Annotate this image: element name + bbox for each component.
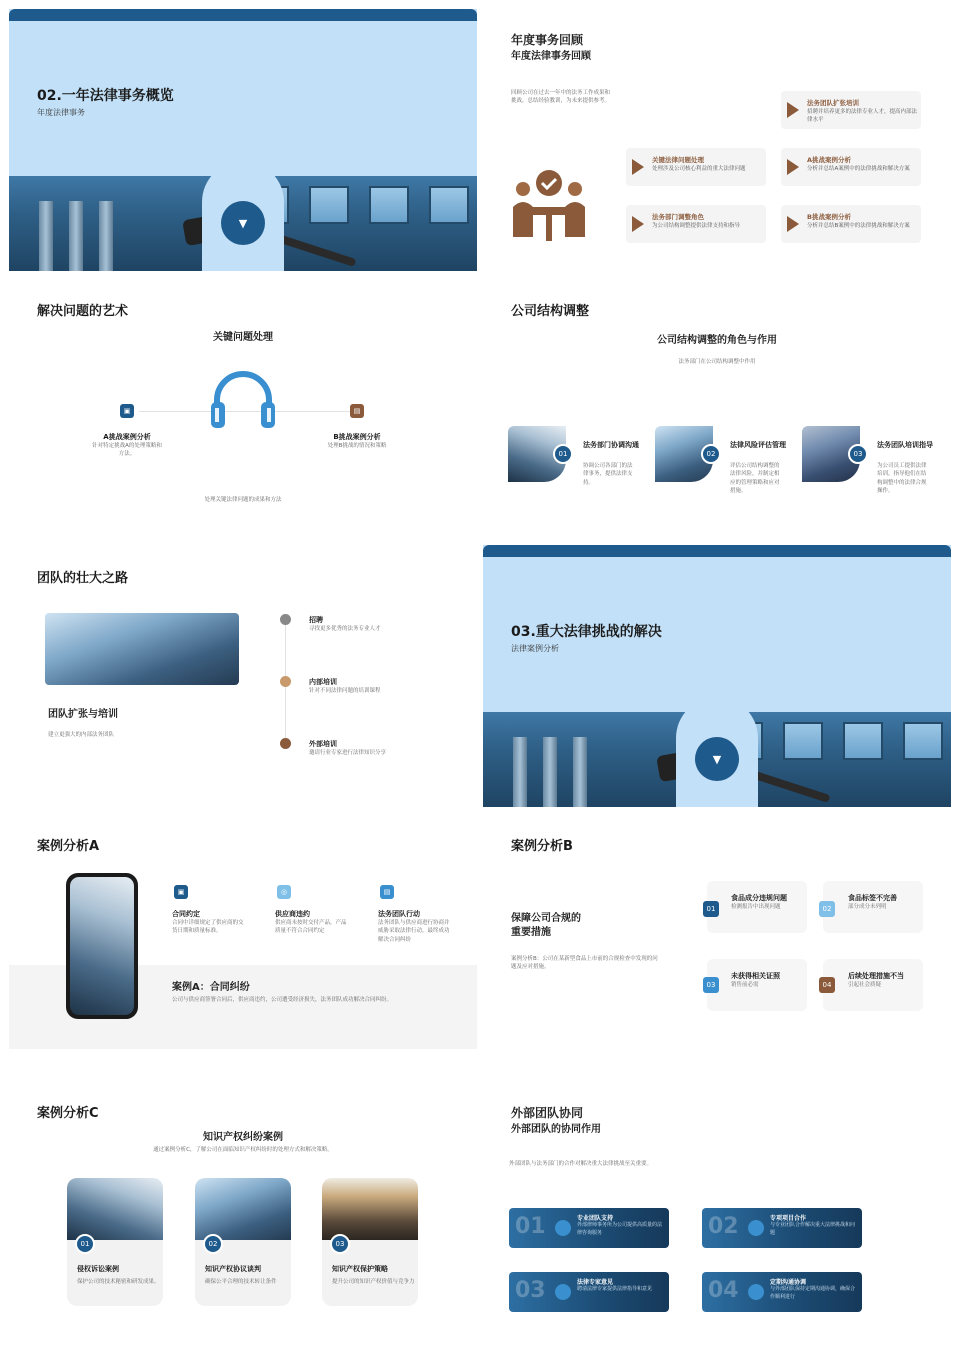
case-desc: 公司与供应商签署合同后，供应商违约，公司遭受经济损失，法务团队成功解决合同纠纷。 [172, 997, 393, 1003]
puzzle-title: 定期沟通协调 [770, 1279, 807, 1286]
slide-title: 年度事务回顾 [511, 33, 584, 47]
puzzle-desc: 外部律师事务所为公司提供高质量的法律咨询服务 [577, 1222, 663, 1236]
item-desc: 为公司员工提供法律培训，指导他们在结构调整中的法律合规操作。 [877, 463, 927, 494]
number-badge: 02 [203, 1234, 223, 1254]
number-badge: 01 [703, 901, 719, 917]
item-title: 后续处理措施不当 [848, 972, 904, 980]
building-photo [195, 1178, 291, 1240]
item-title: 知识产权协议谈判 [205, 1265, 261, 1273]
arrow-icon [787, 102, 799, 118]
section-heading: 03.重大法律挑战的解决 [511, 624, 662, 640]
puzzle-number: 01 [515, 1214, 546, 1239]
section-subheading: 年度法律事务 [37, 108, 85, 117]
card-title: A挑战案例分析 [807, 156, 852, 164]
step-desc: 邀请行业专家进行法律知识分享 [309, 750, 387, 756]
left-title-line1: 保障公司合规的 [511, 913, 581, 924]
case-a-title: A挑战案例分析 [103, 433, 151, 441]
image-icon: ▣ [174, 885, 188, 899]
card-desc: 分析并总结A案例中的法律挑战和解决方案 [807, 166, 910, 172]
number-badge: 03 [703, 977, 719, 993]
timeline-dot [280, 614, 291, 625]
puzzle-title: 专业团队支持 [577, 1215, 614, 1222]
puzzle-knob [555, 1220, 571, 1236]
item-title: 法务团队培训指导 [877, 441, 933, 449]
timeline-dot [280, 676, 291, 687]
lock-icon: ▤ [380, 885, 394, 899]
step-title: 外部培训 [309, 740, 337, 748]
puzzle-knob [748, 1284, 764, 1300]
slide-subtitle: 知识产权纠纷案例 [203, 1132, 283, 1143]
left-desc: 案例分析B：公司在某新型食品上市前的合规检查中发现的问题及应对措施。 [511, 956, 658, 971]
puzzle-number: 03 [515, 1278, 546, 1303]
slide-case-a [9, 813, 477, 1075]
chevron-down-icon[interactable]: ▼ [221, 201, 265, 245]
slide-description: 法务部门在公司结构调整中作用 [678, 359, 756, 365]
card-desc: 为公司结构调整提供法律支持和指导 [652, 223, 741, 229]
number-badge: 03 [848, 444, 868, 464]
item-desc: 引起社会质疑 [848, 982, 882, 988]
card-title: 法务部门调整角色 [652, 213, 704, 221]
slide-restructure [483, 276, 951, 538]
top-bar [483, 545, 951, 557]
item-title: 法律风险评估管理 [730, 441, 786, 449]
case-b-title: B挑战案例分析 [333, 433, 381, 441]
step-title: 招聘 [309, 616, 323, 624]
slide-external-team [483, 1082, 951, 1344]
slide-title: 外部团队协同 [511, 1106, 584, 1120]
slide-footnote: 处理关键法律问题的成果和方法 [204, 497, 282, 503]
slide-case-b [483, 813, 951, 1075]
card-title: B挑战案例分析 [807, 213, 851, 221]
slide-description: 外部团队与法务部门的合作对解决重大法律挑战至关重要。 [509, 1161, 653, 1167]
number-badge: 01 [553, 444, 573, 464]
card-desc: 招聘并培养更多的法律专业人才，提高内部法律水平 [807, 109, 918, 124]
item-desc: 部分成分未列明 [848, 904, 887, 910]
puzzle-desc: 聘请法律专家提供法律指导和意见 [577, 1286, 653, 1292]
slide-description: 回顾公司在过去一年中的法务工作成果和挑战，总结经验教训，为未来提供参考。 [511, 90, 611, 105]
slide-title: 团队的壮大之路 [37, 571, 129, 586]
inbox-icon: ▤ [350, 404, 364, 418]
headphones-icon [209, 370, 277, 430]
puzzle-desc: 与外部团队保持定期沟通协调，确保合作顺利进行 [770, 1286, 856, 1300]
number-badge: 02 [701, 444, 721, 464]
item-title: 未获得相关证照 [731, 972, 780, 980]
item-desc: 供应商未按时交付产品，产品质量不符合合同约定 [275, 920, 347, 935]
item-desc: 检测报告中出现问题 [731, 904, 781, 910]
slide-title: 解决问题的艺术 [37, 304, 129, 319]
item-desc: 合同中详细规定了供应商的交货日期和质量标准。 [172, 920, 244, 935]
image-icon: ◎ [277, 885, 291, 899]
number-badge: 01 [75, 1234, 95, 1254]
item-title: 法务部门协调沟通 [583, 441, 639, 449]
item-desc: 提升公司的知识产权价值与竞争力 [332, 1279, 415, 1285]
slide-case-c [9, 1082, 477, 1344]
item-title: 知识产权保护策略 [332, 1265, 388, 1273]
item-desc: 协调公司各部门的法律事务，提供法律支持。 [583, 463, 633, 486]
slide-problem-solving [9, 276, 477, 538]
card-title: 关键法律问题处理 [652, 156, 704, 164]
item-desc: 销售前必需 [731, 982, 759, 988]
case-a-desc: 针对特定挑战A的处理策略和方法。 [92, 443, 162, 458]
puzzle-knob [748, 1220, 764, 1236]
slide-subtitle: 年度法律事务回顾 [511, 51, 591, 62]
item-desc: 法务团队与供应商进行协商并威胁采取法律行动，最终成功解决合同纠纷 [378, 920, 450, 943]
city-skyline-photo [45, 613, 239, 685]
item-desc: 评估公司结构调整的法律风险，并制定相应的管理策略和应对措施。 [730, 463, 780, 494]
building-photo [322, 1178, 418, 1240]
puzzle-card [702, 1208, 862, 1248]
arrow-icon [632, 216, 644, 232]
puzzle-title: 专项项目合作 [770, 1215, 807, 1222]
step-title: 内部培训 [309, 678, 337, 686]
card-case-a [781, 148, 921, 186]
puzzle-desc: 与专业团队合作解决重大法律挑战和问题 [770, 1222, 856, 1236]
card-desc: 处理涉及公司核心利益的重大法律问题 [652, 166, 746, 172]
section-desc: 建立更强大的内部法务团队 [48, 732, 115, 738]
slide-team-growth [9, 545, 477, 807]
section-subheading: 法律案例分析 [511, 644, 559, 653]
puzzle-title: 法律专家意见 [577, 1279, 614, 1286]
case-b-desc: 处理B挑战的情况和策略 [327, 443, 387, 449]
item-title: 法务团队行动 [378, 910, 420, 918]
item-title: 食品成分违规问题 [731, 894, 787, 902]
slide-section-03 [483, 545, 951, 807]
slide-title: 案例分析C [37, 1106, 99, 1121]
arrow-icon [632, 159, 644, 175]
arrow-icon [787, 216, 799, 232]
slide-annual-review [483, 9, 951, 271]
slide-title: 案例分析A [37, 839, 100, 854]
card-team-training [781, 91, 921, 129]
slide-section-02 [9, 9, 477, 271]
slide-subtitle: 公司结构调整的角色与作用 [657, 335, 777, 346]
card-title: 法务团队扩张培训 [807, 99, 859, 107]
card-case-b [781, 205, 921, 243]
arrow-icon [787, 159, 799, 175]
timeline-dot [280, 738, 291, 749]
item-title: 供应商违约 [275, 910, 310, 918]
team-meeting-icon [509, 167, 589, 247]
left-title-line2: 重要措施 [511, 927, 551, 938]
slide-description: 通过案例分析C，了解公司在面临知识产权纠纷时的处理方式和解决策略。 [153, 1147, 333, 1153]
item-title: 侵权诉讼案例 [77, 1265, 119, 1273]
card-role-adjust [626, 205, 766, 243]
case-title: 案例A：合同纠纷 [172, 982, 250, 993]
section-title: 团队扩张与培训 [48, 709, 118, 720]
number-badge: 02 [819, 901, 835, 917]
item-desc: 确保公平合理的技术转让条件 [205, 1279, 277, 1285]
chevron-down-icon[interactable]: ▼ [695, 737, 739, 781]
image-icon: ▣ [120, 404, 134, 418]
puzzle-card [509, 1272, 669, 1312]
item-title: 食品标签不完善 [848, 894, 897, 902]
puzzle-card [702, 1272, 862, 1312]
slide-title: 案例分析B [511, 839, 573, 854]
puzzle-card [509, 1208, 669, 1248]
top-bar [9, 9, 477, 21]
card-desc: 分析并总结B案例中的法律挑战和解决方案 [807, 223, 910, 229]
step-desc: 寻找更多优秀的法务专业人才 [309, 626, 381, 632]
item-desc: 保护公司的技术秘密和研发成果。 [77, 1279, 160, 1285]
number-badge: 04 [819, 977, 835, 993]
slide-title: 公司结构调整 [511, 304, 590, 319]
number-badge: 03 [330, 1234, 350, 1254]
card-key-issues [626, 148, 766, 186]
slide-subtitle: 关键问题处理 [213, 332, 273, 343]
building-photo [67, 1178, 163, 1240]
step-desc: 针对不同法律问题的培训课程 [309, 688, 381, 694]
item-title: 合同约定 [172, 910, 200, 918]
puzzle-knob [555, 1284, 571, 1300]
puzzle-number: 02 [708, 1214, 739, 1239]
phone-mockup [66, 873, 138, 1019]
puzzle-number: 04 [708, 1278, 739, 1303]
section-heading: 02.一年法律事务概览 [37, 88, 174, 104]
slide-subtitle: 外部团队的协同作用 [511, 1124, 601, 1135]
